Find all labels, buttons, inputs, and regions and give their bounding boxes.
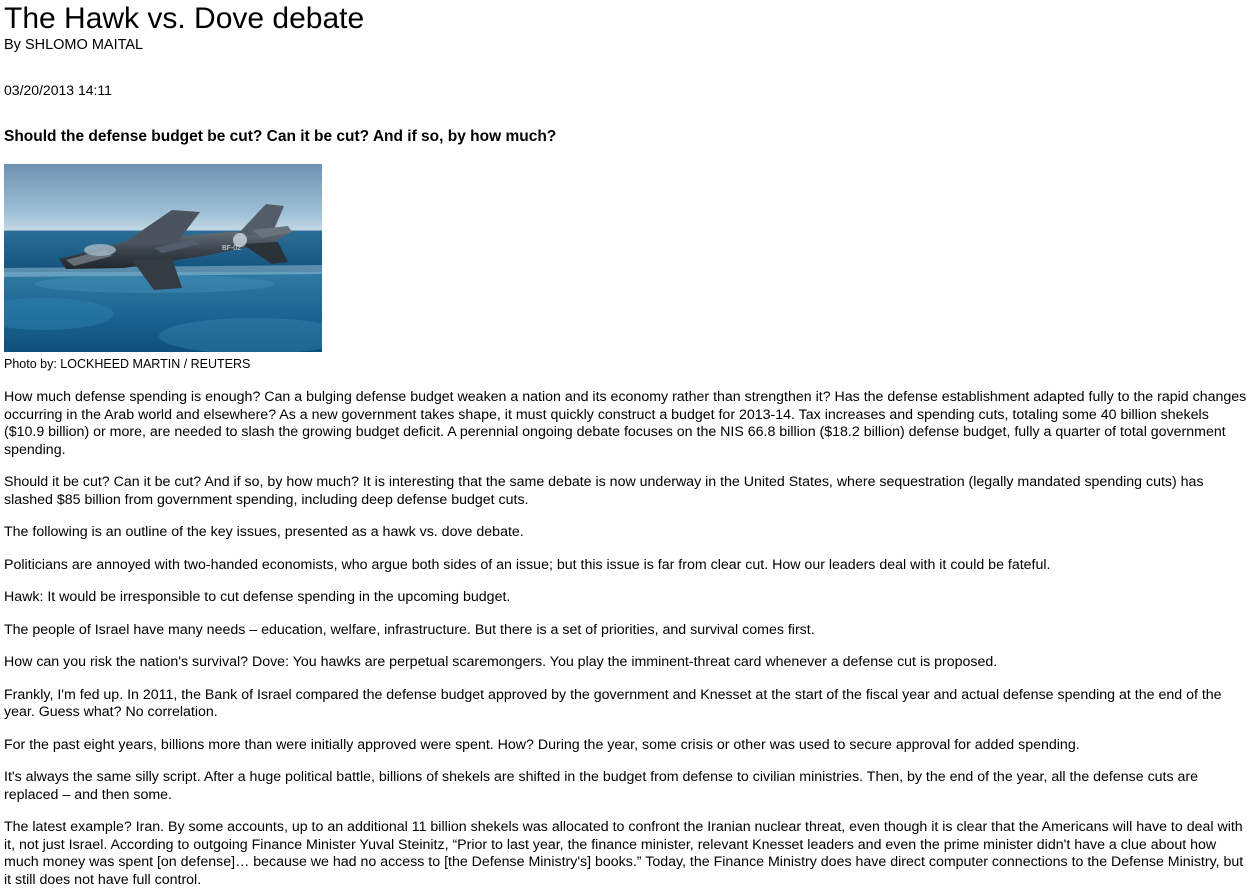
article-paragraph: Hawk: It would be irresponsible to cut defense spending in the upcoming budget. (4, 589, 511, 605)
article-body (4, 389, 1251, 889)
article-photo (4, 164, 322, 352)
article-paragraph: The following is an outline of the key issues, presented as a hawk vs. dove debate. (4, 524, 524, 540)
article-figure (4, 164, 322, 372)
article-page (0, 2, 1257, 889)
article-paragraph: The latest example? Iran. By some accounts, up to an additional 11 billion shekels was allocated to confront the Iranian nuclear threat, even though it is clear that the Americans will have to deal with it, not just Israel. According to outgoing Finance Minister Yuval Steinitz, “Prior to last year, the finance minister, relevant Knesset leaders and even the prime minister didn't have a clue about how much money was spent [on defense]… because we had no access to [the Defense Ministry's] books.” Today, the Finance Ministry does have direct computer connections to the Defense Ministry, but it still does not have full control. (4, 819, 1244, 888)
page-title: The Hawk vs. Dove debate (4, 2, 365, 35)
article-paragraph: Should it be cut? Can it be cut? And if so, by how much? It is interesting that the same debate is now underway in the United States, where sequestration (legally mandated spending cuts) has slashed $85 billion from government spending, including deep defense budget cuts. (4, 474, 1204, 508)
svg-text:BF-02: BF-02 (222, 245, 242, 252)
article-paragraph: It's always the same silly script. After a huge political battle, billions of shekels are shifted in the budget from defense to civilian ministries. Then, by the end of the year, all the defense cuts are replaced – and then some. (4, 769, 1199, 803)
article-paragraph: The people of Israel have many needs – education, welfare, infrastructure. But there is a set of priorities, and survival comes first. (4, 621, 815, 638)
standfirst: Should the defense budget be cut? Can it be cut? And if so, by how much? (4, 128, 557, 145)
article-paragraph: How much defense spending is enough? Can a bulging defense budget weaken a nation and its economy rather than strengthen it? Has the defense establishment adapted fully to the rapid changes occurring in the Arab world and elsewhere? As a new government takes shape, it must quickly construct a budget for 2013-14. Tax increases and spending cuts, totaling some 40 billion shekels ($10.9 billion) or more, are needed to slash the growing budget deficit. A perennial ongoing debate focuses on the NIS 66.8 billion ($18.2 billion) defense budget, fully a quarter of total government spending. (4, 389, 1247, 458)
photo-credit: Photo by: LOCKHEED MARTIN / REUTERS (4, 357, 251, 371)
byline: By SHLOMO MAITAL (4, 37, 144, 53)
timestamp: 03/20/2013 14:11 (4, 82, 112, 98)
article-paragraph: For the past eight years, billions more than were initially approved were spent. How? During the year, some crisis or other was used to secure approval for added spending. (4, 736, 1080, 753)
article-paragraph: How can you risk the nation's survival? Dove: You hawks are perpetual scaremongers. You play the imminent-threat card whenever a defense cut is proposed. (4, 654, 998, 670)
article-paragraph: Frankly, I'm fed up. In 2011, the Bank of Israel compared the defense budget approved by the government and Knesset at the start of the fiscal year and actual defense spending at the end of the year. Guess what? No correlation. (4, 686, 1222, 720)
article-paragraph: Politicians are annoyed with two-handed economists, who argue both sides of an issue; but this issue is far from clear cut. How our leaders deal with it could be fateful. (4, 556, 1051, 573)
